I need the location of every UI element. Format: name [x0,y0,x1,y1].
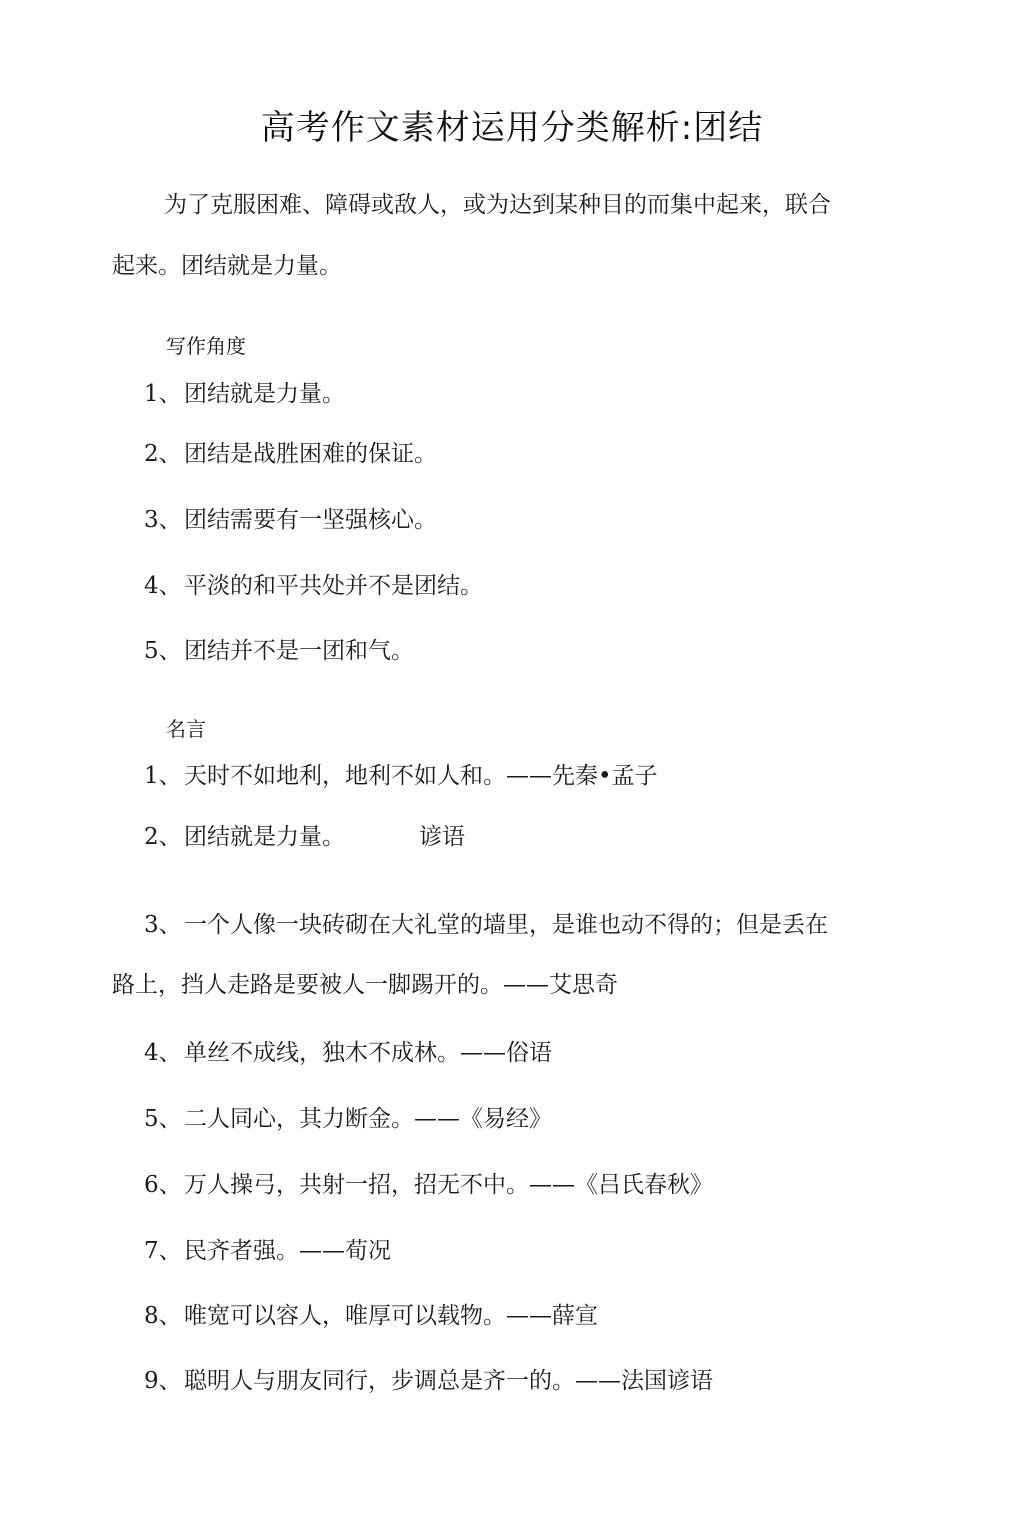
item-text: 聪明人与朋友同行，步调总是齐一的。——法国谚语 [184,1368,713,1394]
quote-item-4 [144,1038,552,1068]
item-number: 5、 [144,638,182,664]
angle-item-3 [144,505,437,535]
quote-item-8 [144,1301,598,1331]
item-text: 万人操弓，共射一招，招无不中。——《吕氏春秋》 [184,1172,713,1198]
item-number: 1、 [144,763,182,789]
item-text: 一个人像一块砖砌在大礼堂的墙里，是谁也动不得的；但是丢在 [184,912,828,938]
section-heading-writing-angles: 写作角度 [166,334,246,358]
intro-line-1: 为了克服困难、障碍或敌人，或为达到某种目的而集中起来，联合 [164,192,831,218]
item-number: 4、 [144,573,182,599]
quote-item-1 [144,761,658,791]
item-number: 7、 [144,1238,182,1264]
intro-line-2: 起来。团结就是力量。 [112,253,342,279]
section-heading-quotes: 名言 [166,717,206,741]
item-text: 二人同心，其力断金。——《易经》 [184,1106,552,1132]
item-text: 民齐者强。——荀况 [184,1238,391,1264]
document-title: 高考作文素材运用分类解析:团结 [260,108,764,148]
angle-item-1 [144,379,345,409]
item-number: 2、 [144,824,182,850]
quote-item-6 [144,1170,713,1200]
item-text: 平淡的和平共处并不是团结。 [184,573,483,599]
item-text: 团结就是力量。 [184,824,345,850]
quote-item-3-line-2: 路上，挡人走路是要被人一脚踢开的。——艾思奇 [112,972,618,998]
item-number: 3、 [144,912,182,938]
quote-item-5 [144,1104,552,1134]
item-number: 6、 [144,1172,182,1198]
item-text: 团结就是力量。 [184,381,345,407]
item-text: 团结需要有一坚强核心。 [184,507,437,533]
item-number: 1、 [144,381,182,407]
quote-item-2 [144,822,465,852]
item-text: 单丝不成线，独木不成林。——俗语 [184,1040,552,1066]
quote-item-7 [144,1236,391,1266]
item-text: 团结是战胜困难的保证。 [184,441,437,467]
quote-item-9 [144,1366,713,1396]
angle-item-5 [144,636,414,666]
item-source: 谚语 [419,824,465,850]
item-number: 5、 [144,1106,182,1132]
item-number: 2、 [144,441,182,467]
item-text: 天时不如地利，地利不如人和。——先秦•孟子 [184,763,658,789]
item-number: 9、 [144,1368,182,1394]
angle-item-2 [144,439,437,469]
item-text: 团结并不是一团和气。 [184,638,414,664]
angle-item-4 [144,571,483,601]
item-number: 4、 [144,1040,182,1066]
quote-item-3-line-1 [144,910,828,940]
item-number: 8、 [144,1303,182,1329]
item-text: 唯宽可以容人，唯厚可以载物。——薛宣 [184,1303,598,1329]
item-number: 3、 [144,507,182,533]
